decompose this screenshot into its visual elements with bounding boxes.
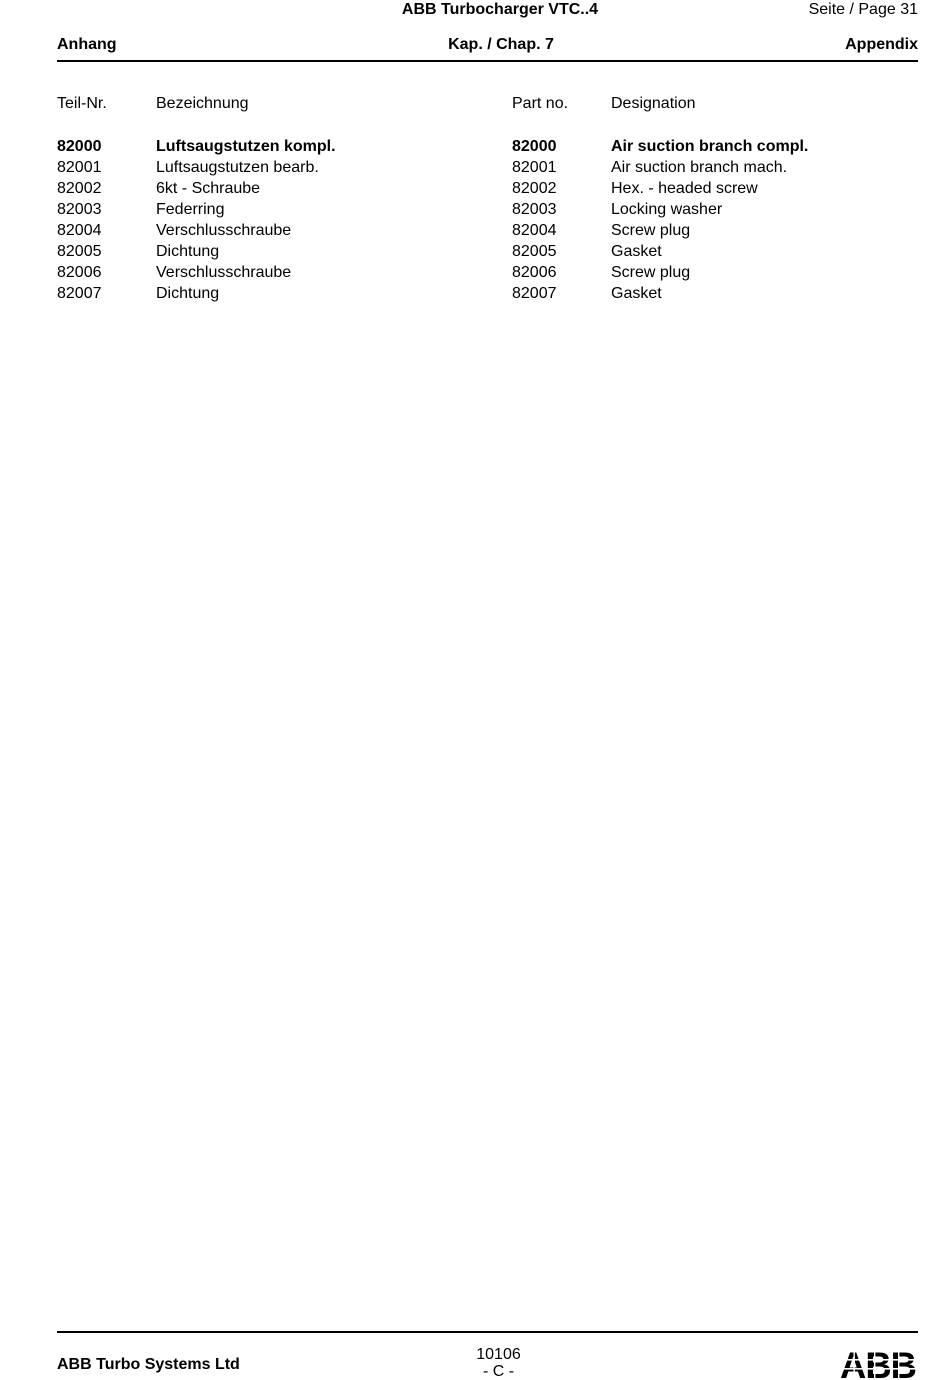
part-number-en: 82007 — [512, 285, 557, 302]
parts-table — [57, 136, 808, 304]
part-number-en: 82000 — [512, 138, 557, 155]
column-header-designation-en: Designation — [611, 95, 696, 112]
part-number-en: 82005 — [512, 243, 557, 260]
designation-de: Federring — [156, 201, 225, 218]
page-number: Seite / Page 31 — [808, 1, 918, 18]
part-number-en: 82003 — [512, 201, 557, 218]
designation-en: Air suction branch compl. — [611, 138, 809, 155]
abb-logo-icon — [840, 1349, 916, 1379]
part-number-de: 82003 — [57, 201, 102, 218]
chapter-label: Kap. / Chap. 7 — [448, 36, 554, 53]
table-row — [57, 283, 808, 304]
table-row — [57, 220, 808, 241]
part-number-de: 82004 — [57, 222, 102, 239]
footer-divider — [57, 1331, 918, 1333]
column-header-part-no-en: Part no. — [512, 95, 569, 112]
designation-de: Luftsaugstutzen bearb. — [156, 159, 319, 176]
designation-en: Air suction branch mach. — [611, 159, 788, 176]
designation-de: 6kt - Schraube — [156, 180, 261, 197]
table-row — [57, 136, 808, 157]
section-label-de: Anhang — [57, 36, 117, 53]
section-label-en: Appendix — [845, 36, 918, 53]
part-number-de: 82002 — [57, 180, 102, 197]
designation-en: Locking washer — [611, 201, 723, 218]
document-title: ABB Turbocharger VTC..4 — [401, 1, 599, 18]
footer-document-code — [400, 1346, 597, 1380]
designation-de: Dichtung — [156, 243, 220, 260]
designation-de: Dichtung — [156, 285, 220, 302]
part-number-de: 82006 — [57, 264, 102, 281]
designation-en: Screw plug — [611, 264, 691, 281]
document-revision: - C - — [482, 1363, 515, 1380]
part-number-en: 82001 — [512, 159, 557, 176]
part-number-de: 82001 — [57, 159, 102, 176]
table-row — [57, 178, 808, 199]
designation-de: Verschlusschraube — [156, 222, 292, 239]
table-row — [57, 262, 808, 283]
column-header-designation-de: Bezeichnung — [156, 95, 249, 112]
designation-en: Hex. - headed screw — [611, 180, 758, 197]
column-header-part-no-de: Teil-Nr. — [57, 95, 107, 112]
part-number-de: 82005 — [57, 243, 102, 260]
part-number-en: 82006 — [512, 264, 557, 281]
designation-de: Luftsaugstutzen kompl. — [156, 138, 336, 155]
designation-de: Verschlusschraube — [156, 264, 292, 281]
part-number-de: 82007 — [57, 285, 102, 302]
table-row — [57, 199, 808, 220]
footer-company: ABB Turbo Systems Ltd — [57, 1356, 240, 1373]
part-number-en: 82002 — [512, 180, 557, 197]
part-number-de: 82000 — [57, 138, 102, 155]
table-row — [57, 157, 808, 178]
designation-en: Gasket — [611, 243, 662, 260]
designation-en: Screw plug — [611, 222, 691, 239]
table-row — [57, 241, 808, 262]
designation-en: Gasket — [611, 285, 662, 302]
header-divider — [57, 60, 918, 62]
part-number-en: 82004 — [512, 222, 557, 239]
document-number: 10106 — [476, 1346, 521, 1363]
